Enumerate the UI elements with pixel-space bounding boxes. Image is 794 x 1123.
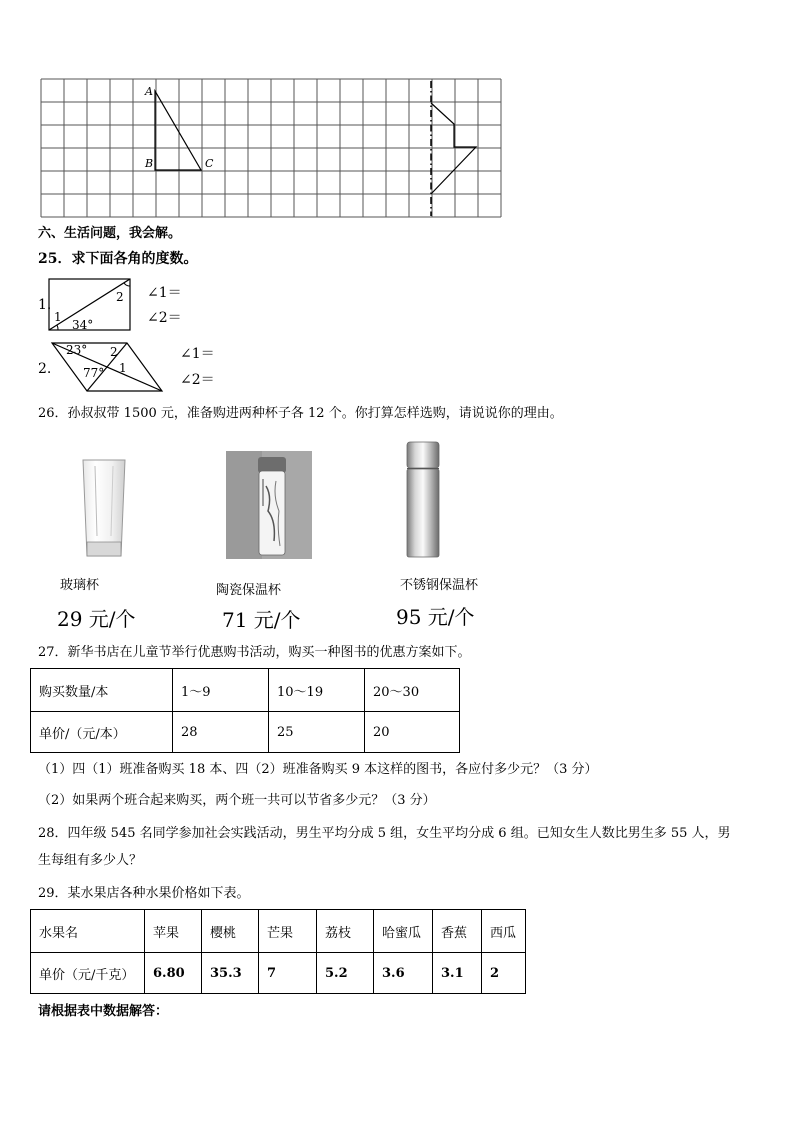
para-angle-23: 23° xyxy=(66,343,88,357)
table-header-cell: 1～9 xyxy=(173,669,269,712)
steel-cup-name: 不锈钢保温杯 xyxy=(400,578,479,593)
table-cell: 2 xyxy=(482,953,526,994)
ceramic-cup-name: 陶瓷保温杯 xyxy=(216,583,282,598)
question-26-text: 26．孙叔叔带 1500 元，准备购进两种杯子各 12 个。你打算怎样选购，请说说你的理由。 xyxy=(38,406,563,421)
item1-answer-1: ∠1＝ xyxy=(147,285,182,301)
fruit-price-table xyxy=(30,909,526,994)
question-27-text: 27．新华书店在儿童节举行优惠购书活动，购买一种图书的优惠方案如下。 xyxy=(38,645,471,660)
question-28-line1: 28．四年级 545 名同学参加社会实践活动，男生平均分成 5 组，女生平均分成 6 组。已知女生人数比男生多 55 人，男 xyxy=(38,826,731,841)
table-cell: 28 xyxy=(173,712,269,753)
table-header-cell: 20～30 xyxy=(365,669,460,712)
table-header-cell: 水果名 xyxy=(31,910,145,953)
table-header-cell: 苹果 xyxy=(145,910,202,953)
question-27-sub2: （2）如果两个班合起来购买，两个班一共可以节省多少元？（3 分） xyxy=(38,793,436,808)
ceramic-cup-price: 71 元/个 xyxy=(222,608,301,632)
item2-number: 2. xyxy=(38,361,52,377)
glass-cup-name: 玻璃杯 xyxy=(60,578,100,593)
discount-table xyxy=(30,668,460,753)
question-29-footer: 请根据表中数据解答： xyxy=(38,1004,169,1019)
glass-cup-image xyxy=(80,456,128,562)
table-row xyxy=(31,910,526,953)
question-28-line2: 生每组有多少人？ xyxy=(38,853,143,868)
table-header-cell: 樱桃 xyxy=(202,910,259,953)
steel-cup-image xyxy=(403,440,443,560)
para-angle-77: 77° xyxy=(83,366,105,380)
table-cell: 单价（元/千克） xyxy=(31,953,145,994)
table-header-cell: 购买数量/本 xyxy=(31,669,173,712)
table-row xyxy=(31,953,526,994)
para-mark-2: 2 xyxy=(110,345,118,359)
table-row xyxy=(31,669,460,712)
table-header-cell: 芒果 xyxy=(259,910,317,953)
item1-answer-2: ∠2＝ xyxy=(147,310,182,326)
question-27-sub1: （1）四（1）班准备购买 18 本、四（2）班准备购买 9 本这样的图书，各应付多少元？（3 分） xyxy=(38,762,598,777)
grid-figure xyxy=(40,78,502,219)
table-header-cell: 10～19 xyxy=(269,669,365,712)
table-header-cell: 哈蜜瓜 xyxy=(374,910,433,953)
table-row xyxy=(31,712,460,753)
rect-mark-2: 2 xyxy=(116,290,124,304)
rect-angle-34: 34° xyxy=(72,318,94,332)
label-a: A xyxy=(145,85,153,98)
table-header-cell: 西瓜 xyxy=(482,910,526,953)
question-29-text: 29．某水果店各种水果价格如下表。 xyxy=(38,886,250,901)
table-cell: 5.2 xyxy=(317,953,374,994)
rect-mark-1: 1 xyxy=(54,310,62,324)
item1-number: 1. xyxy=(38,297,52,313)
table-header-cell: 荔枝 xyxy=(317,910,374,953)
label-c: C xyxy=(205,157,214,170)
table-cell: 6.80 xyxy=(145,953,202,994)
table-cell: 3.6 xyxy=(374,953,433,994)
section-title: 六、生活问题，我会解。 xyxy=(38,226,182,241)
table-cell: 单价/（元/本） xyxy=(31,712,173,753)
question-25-title: 25．求下面各角的度数。 xyxy=(38,251,198,267)
table-cell: 7 xyxy=(259,953,317,994)
item2-answer-1: ∠1＝ xyxy=(180,346,215,362)
table-cell: 3.1 xyxy=(433,953,482,994)
steel-cup-price: 95 元/个 xyxy=(396,605,475,629)
triangle-abc xyxy=(155,91,201,170)
table-header-cell: 香蕉 xyxy=(433,910,482,953)
table-cell: 20 xyxy=(365,712,460,753)
glass-cup-price: 29 元/个 xyxy=(57,607,136,631)
table-cell: 25 xyxy=(269,712,365,753)
ceramic-cup-image xyxy=(226,451,312,559)
label-b: B xyxy=(145,157,154,170)
table-cell: 35.3 xyxy=(202,953,259,994)
para-mark-1: 1 xyxy=(119,361,127,375)
item2-answer-2: ∠2＝ xyxy=(180,372,215,388)
